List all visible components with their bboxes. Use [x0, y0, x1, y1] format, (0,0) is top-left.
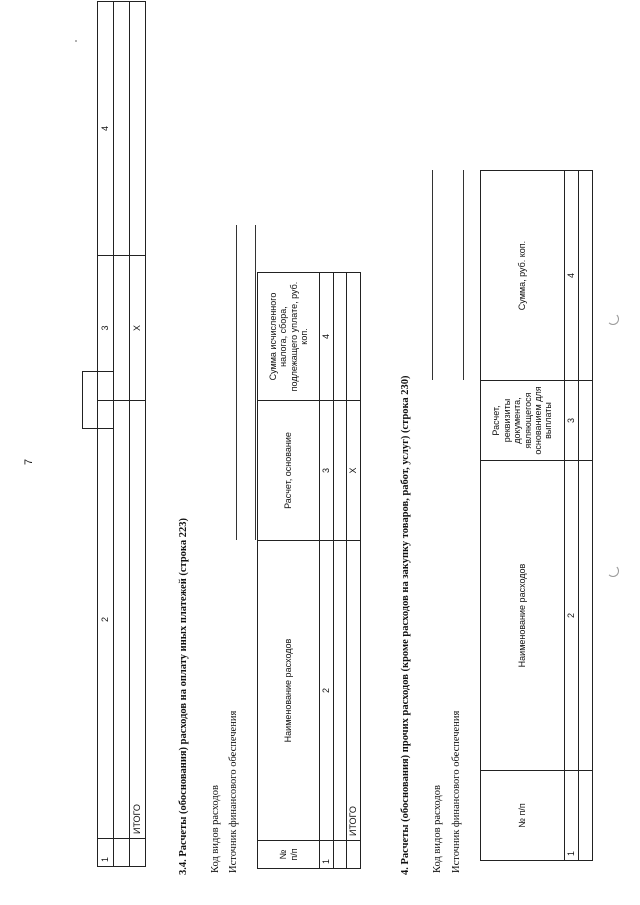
table-cell: [334, 841, 347, 869]
table-4: [480, 170, 593, 861]
table-cell: [579, 171, 593, 381]
table-row: [334, 273, 347, 869]
section-3-4-heading: 3.4. Расчеты (обоснования) расходов на оплату иных платежей (строка 223): [178, 518, 189, 875]
total-row: [130, 2, 146, 867]
table-cell: [579, 771, 593, 861]
code-value-line-3-4: [236, 225, 237, 540]
scan-punch-hole-mark: [607, 313, 619, 325]
header-number: № п/п: [258, 841, 320, 869]
col-number-4: 4: [565, 171, 579, 381]
header-row: [481, 171, 565, 861]
table-cell: [114, 839, 130, 867]
header-sum: Сумма исчисленного налога, сбора, подлежащего уплате, руб. коп.: [258, 273, 320, 401]
scan-speck: [75, 40, 77, 42]
col-number-4: 4: [320, 273, 334, 401]
total-x: X: [130, 256, 146, 401]
col-number-3: 3: [98, 256, 114, 401]
code-label-4: Код видов расходов: [432, 785, 443, 873]
table-row: [579, 171, 593, 861]
total-x: X: [347, 401, 361, 541]
table-cell: [347, 273, 361, 401]
col-number-2: 2: [98, 401, 114, 839]
source-label-4: Источник финансового обеспечения: [451, 710, 462, 873]
table-cell: [114, 2, 130, 256]
source-value-line-3-4: [255, 225, 256, 540]
code-label-3-4: Код видов расходов: [210, 785, 221, 873]
table-cell: [114, 401, 130, 839]
header-name: Наименование расходов: [481, 461, 565, 771]
top-table: [97, 1, 146, 867]
header-number: № п/п: [481, 771, 565, 861]
table-cell: [334, 401, 347, 541]
table-cell: [579, 461, 593, 771]
table-row: [114, 2, 130, 867]
table-3-4: [257, 272, 361, 869]
header-sum: Сумма, руб. коп.: [481, 171, 565, 381]
header-basis: Расчет, основание: [258, 401, 320, 541]
page-number: 7: [23, 458, 35, 465]
table-cell: [114, 256, 130, 401]
table-cell: [130, 839, 146, 867]
col-number-2: 2: [320, 541, 334, 841]
col-number-1: 1: [98, 839, 114, 867]
scan-punch-hole-mark: [607, 565, 619, 577]
col-number-2: 2: [565, 461, 579, 771]
column-numbers-row: [98, 2, 114, 867]
table-cell: [347, 841, 361, 869]
col-number-1: 1: [565, 771, 579, 861]
col-number-1: 1: [320, 841, 334, 869]
total-label: ИТОГО: [347, 541, 361, 841]
col-number-3: 3: [565, 381, 579, 461]
column-numbers-row: [565, 171, 579, 861]
header-row: [258, 273, 320, 869]
col-number-3: 3: [320, 401, 334, 541]
header-basis: Расчет, реквизиты документа, являющегося основанием для выплаты: [481, 381, 565, 461]
table-cell: [579, 381, 593, 461]
col-number-4: 4: [98, 2, 114, 256]
column-numbers-row: [320, 273, 334, 869]
source-label-3-4: Источник финансового обеспечения: [228, 710, 239, 873]
code-value-line-4: [432, 170, 433, 380]
total-row: [347, 273, 361, 869]
header-name: Наименование расходов: [258, 541, 320, 841]
total-label: ИТОГО: [130, 401, 146, 839]
table-cell: [334, 541, 347, 841]
table-cell: [334, 273, 347, 401]
source-value-line-4: [463, 170, 464, 380]
table-cell: [130, 2, 146, 256]
section-4-heading: 4. Расчеты (обоснования) прочих расходов (кроме расходов на закупку товаров, работ, услуг) (строка 230): [400, 375, 411, 875]
